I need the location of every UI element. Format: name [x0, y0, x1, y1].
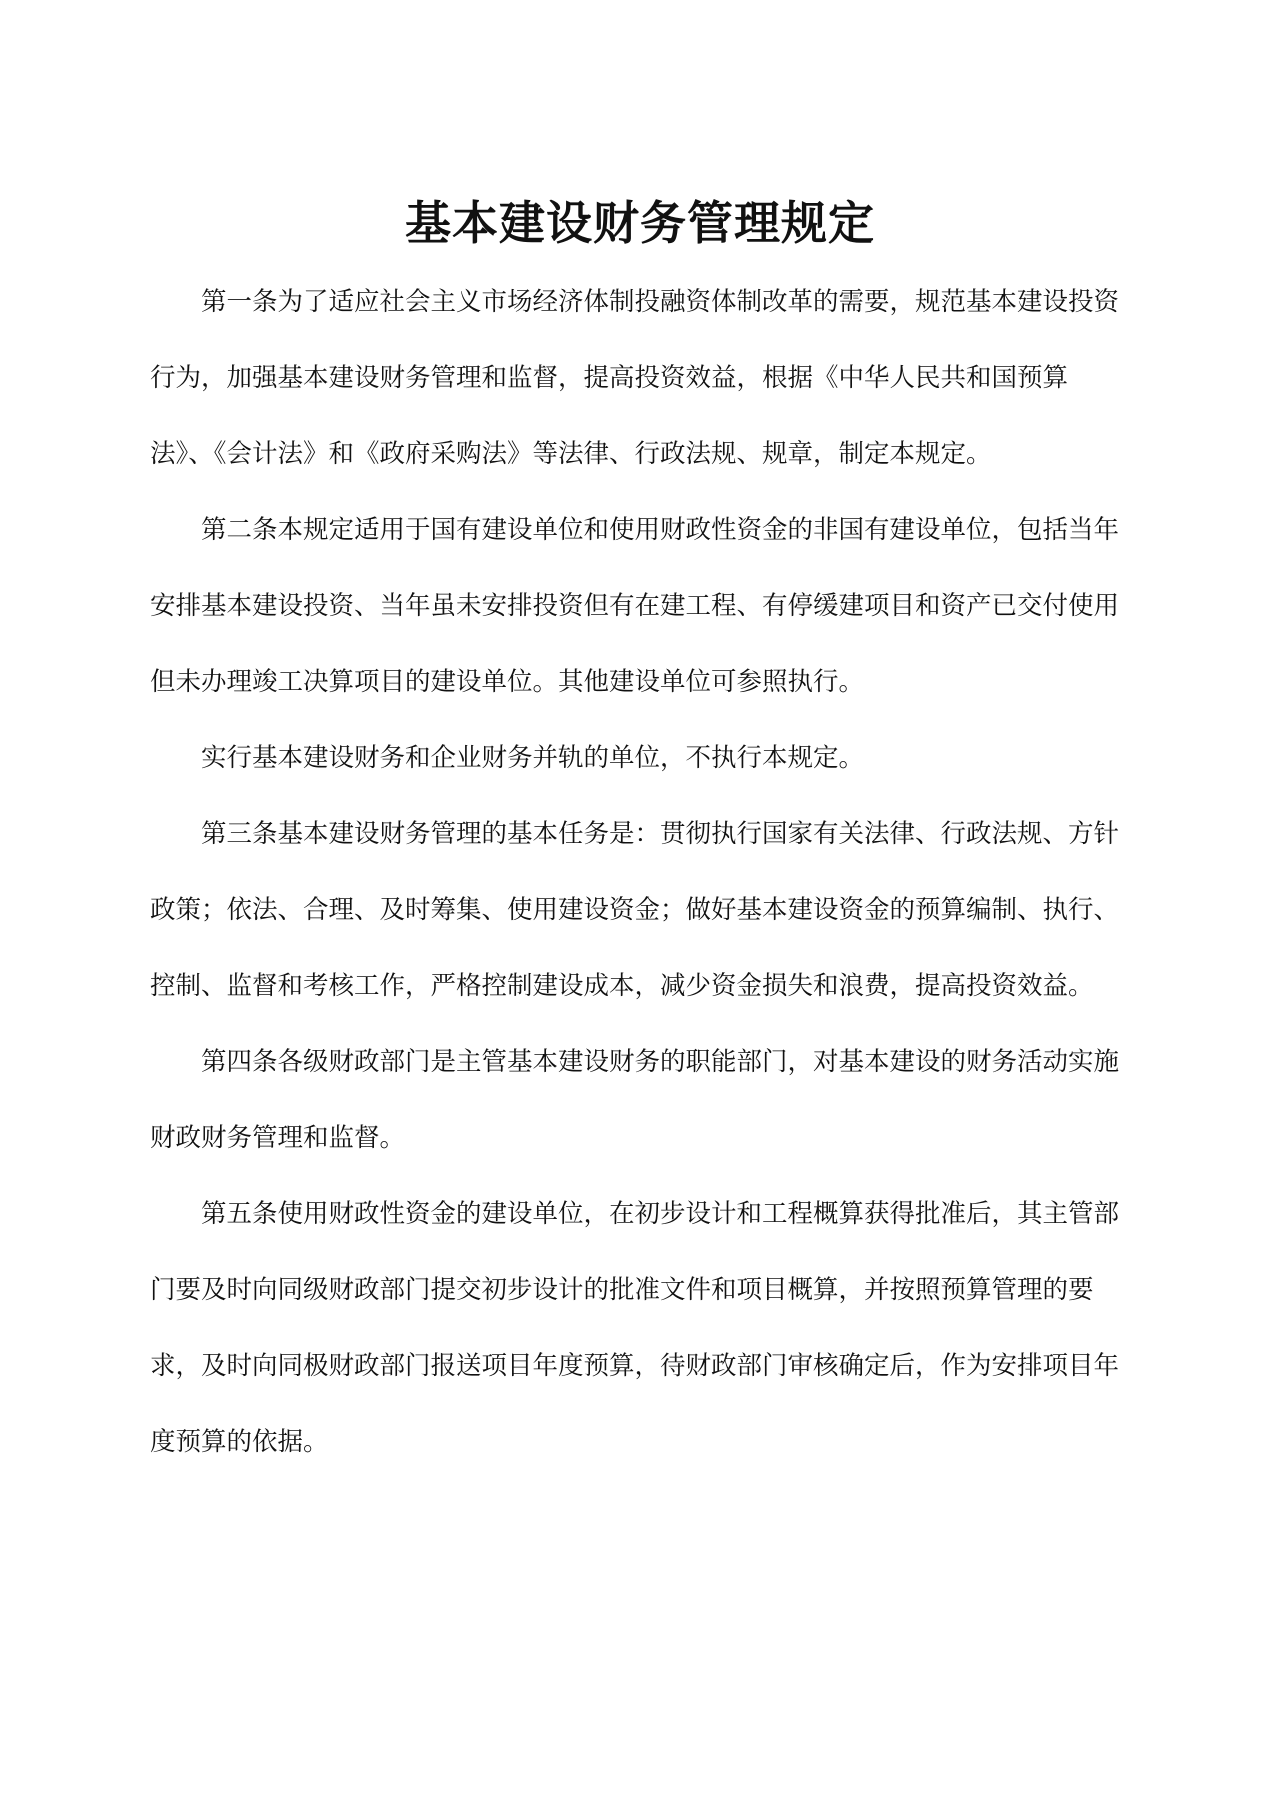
text-line: 财政财务管理和监督。	[150, 1123, 406, 1153]
text-line: 求，及时向同极财政部门报送项目年度预算，待财政部门审核确定后，作为安排项目年	[150, 1351, 1120, 1381]
text-line: 安排基本建设投资、当年虽未安排投资但有在建工程、有停缓建项目和资产已交付使用	[150, 591, 1120, 621]
text-line: 度预算的依据。	[150, 1427, 329, 1457]
text-line: 第五条使用财政性资金的建设单位，在初步设计和工程概算获得批准后，其主管部	[150, 1199, 1120, 1229]
text-line: 但未办理竣工决算项目的建设单位。其他建设单位可参照执行。	[150, 667, 865, 697]
text-line: 法》、《会计法》和《政府采购法》等法律、行政法规、规章，制定本规定。	[150, 439, 992, 469]
text-line: 第四条各级财政部门是主管基本建设财务的职能部门，对基本建设的财务活动实施	[150, 1047, 1120, 1077]
text-line: 第一条为了适应社会主义市场经济体制投融资体制改革的需要，规范基本建设投资	[150, 287, 1120, 317]
text-line: 门要及时向同级财政部门提交初步设计的批准文件和项目概算，并按照预算管理的要	[150, 1275, 1094, 1305]
text-line: 第三条基本建设财务管理的基本任务是：贯彻执行国家有关法律、行政法规、方针	[150, 819, 1120, 849]
text-line: 实行基本建设财务和企业财务并轨的单位，不执行本规定。	[150, 743, 865, 773]
text-line: 行为，加强基本建设财务管理和监督，提高投资效益，根据《中华人民共和国预算	[150, 363, 1069, 393]
text-line: 第二条本规定适用于国有建设单位和使用财政性资金的非国有建设单位，包括当年	[150, 515, 1120, 545]
text-line: 政策；依法、合理、及时筹集、使用建设资金；做好基本建设资金的预算编制、执行、	[150, 895, 1120, 925]
text-line: 控制、监督和考核工作，严格控制建设成本，减少资金损失和浪费，提高投资效益。	[150, 971, 1094, 1001]
document-title: 基本建设财务管理规定	[405, 196, 875, 250]
